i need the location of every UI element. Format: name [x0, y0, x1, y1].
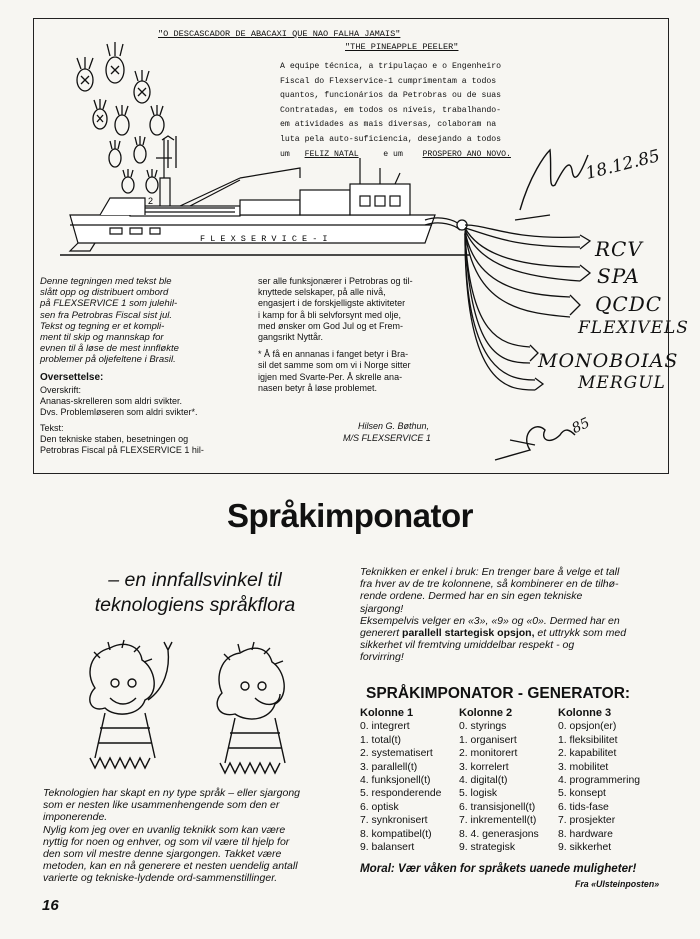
translation-heading: Oversettelse:: [40, 372, 104, 383]
column-1: Kolonne 1 0. integrert 1. total(t) 2. systematisert 3. parallell(t) 4. funksjonell(t) 5. responderende 6. optisk 7. synkronisert 8. kompatibel(t) 9. balansert: [360, 707, 442, 854]
scribble-signature: [490, 405, 610, 465]
greeting-org: M/S FLEXSERVICE 1: [343, 433, 431, 443]
moral: Moral: Vær våken for språkets uanede muligheter!: [360, 862, 637, 875]
article-intro: Teknikken er enkel i bruk: En trenger bare å velge et tall fra hver av de tre kolonnene, så kombinerer en de tilhø- rende ordene. Dermed har en sin egen tekniske sjargong! Eksempelvis velger en «3», «9» og «0». Dermed har en generert parallell startegisk opsjon, et uttrykk som med sikkerhet vil fremtving umiddelbar respekt - og forvirring!: [360, 566, 627, 664]
article-title: Språkimponator: [226, 497, 474, 534]
feature-subtitle: "THE PINEAPPLE PEELER": [345, 42, 459, 52]
ship-name: F L E X S E R V I C E - I: [200, 234, 328, 244]
pineapple-ship-illustration: [60, 28, 480, 268]
example-phrase: parallell startegisk opsjon,: [402, 627, 535, 640]
recipient-rcv: RCV: [595, 237, 643, 261]
source-credit: Fra «Ulsteinposten»: [575, 879, 660, 889]
article-body: Teknologien har skapt en ny type språk – eller sjargong som er nesten like usammenhengende som den er imponerende. Nylig kom jeg over en uvanlig teknikk som kan være nyttig for noen og enhver, og som vil være til hjelp for den som vil mestre denne sjargongen. Takket være metoden, kan en nå generere et nesten uendelig antall varierte og tekniske-lydende ord-sammenstillinger.: [43, 787, 301, 885]
portuguese-greeting: A equipe técnica, a tripulaçao e o Engenheiro Fiscal do Flexservice-1 cumprimentam a todos quantos, funcionários da Petrobras ou de suas Contratadas, em todos os níveis, trabalhando- em atividades as mais diversas, colaboram na luta pela auto-suficiencia, desejando a todos um FELIZ NATAL e um PROSPERO ANO NOVO.: [280, 62, 511, 159]
article-subtitle: – en innfallsvinkel til teknologiens språkflora: [94, 569, 296, 616]
generator-title: SPRÅKIMPONATOR - GENERATOR:: [366, 685, 631, 702]
feature-title: "O DESCASCADOR DE ABACAXI QUE NAO FALHA JAMAIS": [158, 29, 401, 39]
cavemen-illustration: [70, 628, 330, 778]
translation-text: Overskrift: Ananas-skrelleren som aldri svikter. Dvs. Problemløseren som aldri svikter*. Tekst: Den tekniske staben, besetningen og Petrobras Fiscal på FLEXSERVICE 1 hil-: [40, 385, 204, 455]
signature-year: 85: [569, 414, 593, 438]
column-3: Kolonne 3 0. opsjon(er) 1. fleksibilitet 2. kapabilitet 3. mobilitet 4. programmering 5. konsept 6. tids-fase 7. prosjekter 8. hardware 9. sikkerhet: [558, 707, 641, 854]
column-2: Kolonne 2 0. styrings 1. organisert 2. monitorert 3. korrelert 4. digital(t) 5. logisk 6. transisjonell(t) 7. inkrementell(t) 8. 4. generasjons 9. strategisk: [459, 707, 539, 854]
recipient-spa: SPA: [597, 264, 640, 288]
recipient-mergul: MERGUL: [578, 373, 666, 393]
recipient-flexivels: FLEXIVELS: [578, 318, 689, 338]
hull-mark: 2: [148, 196, 154, 206]
greeting: Hilsen G. Bøthun,: [358, 421, 430, 431]
page-number: 16: [42, 897, 59, 914]
pineapple-icons: [77, 42, 176, 193]
handwritten-signature: [510, 135, 650, 225]
signature-date: 18.12.85: [583, 146, 662, 184]
caption-left: Denne tegningen med tekst ble slått opp og distribuert ombord på FLEXSERVICE 1 som julehil- sen fra Petrobras Fiscal sist jul. Tekst og tegning er et kompli- ment til skip og mannskap for evnen til å løse de mest innfløkte problemer på oljefeltene i Brasil.: [40, 276, 179, 366]
caption-middle: ser alle funksjonærer i Petrobras og til- knyttede selskaper, på alle nivå, engasjert i de forskjelligste aktiviteter i kamp for å bli selvforsynt med olje, med ønsker om God Jul og et Frem- gangsrikt Nyttår. * Å få en annanas i fanget betyr i Bra- sil det samme som om vi i Norge sitter igjen med Svarte-Per. Å skrelle ana- nasen betyr å løse problemet.: [258, 276, 413, 393]
recipient-monoboias: MONOBOIAS: [538, 350, 679, 372]
recipient-qcdc: QCDC: [595, 292, 663, 316]
